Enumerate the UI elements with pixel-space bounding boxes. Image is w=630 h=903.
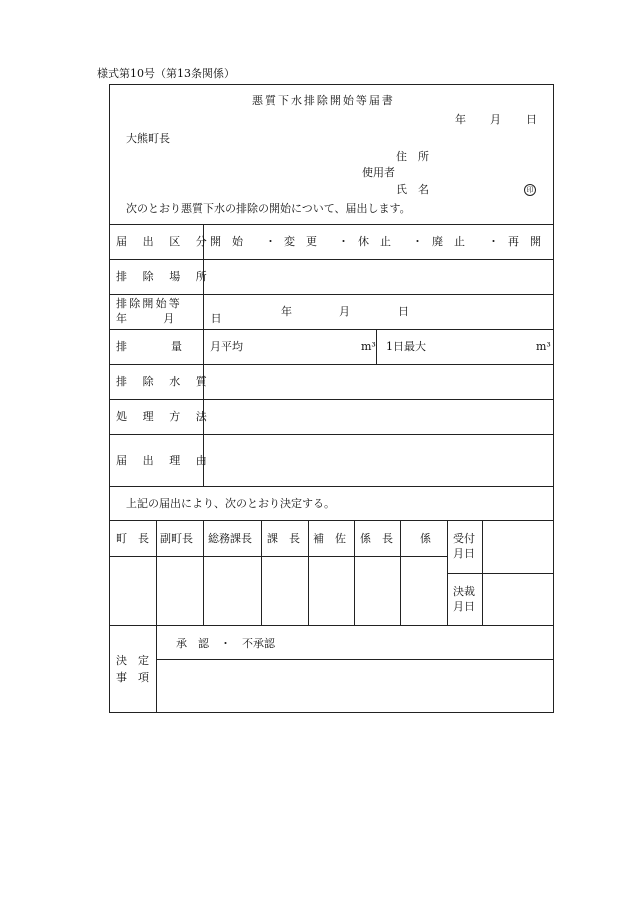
decision-label-line2: 事 項 — [116, 671, 149, 684]
grid-line — [203, 520, 204, 626]
approval-header-mayor: 町 長 — [116, 532, 149, 545]
address-label: 住 所 — [396, 150, 429, 163]
row-divider — [109, 520, 554, 521]
category-separator: ・ — [338, 235, 349, 248]
row-divider — [109, 294, 554, 295]
method-field[interactable] — [204, 400, 553, 434]
grid-line — [261, 520, 262, 626]
start-date-month: 月 — [339, 305, 350, 318]
grid-line — [482, 520, 483, 626]
form-number: 様式第10号（第13条関係） — [97, 67, 235, 80]
volume-divider — [376, 329, 377, 365]
category-option-abolish[interactable]: 廃 止 — [432, 235, 465, 248]
daily-unit: m³ — [536, 340, 551, 353]
row-divider — [109, 486, 554, 487]
category-option-change[interactable]: 変 更 — [284, 235, 317, 248]
category-separator: ・ — [488, 235, 499, 248]
grid-line — [447, 520, 448, 626]
monthly-average-label: 月平均 — [210, 340, 243, 353]
received-date-label-line1: 受付 — [453, 532, 475, 545]
approval-header-divider — [109, 556, 447, 557]
reason-field[interactable] — [204, 435, 553, 486]
start-date-year: 年 — [281, 305, 292, 318]
category-separator: ・ — [265, 235, 276, 248]
header-day-label: 日 — [526, 113, 537, 126]
decided-date-label-line2: 月日 — [453, 600, 475, 613]
statement: 次のとおり悪質下水の排除の開始について、届出します。 — [126, 202, 411, 215]
frame-bottom — [109, 712, 554, 713]
category-separator: ・ — [412, 235, 423, 248]
header-month-label: 月 — [490, 113, 501, 126]
approval-header-general-affairs-chief: 総務課長 — [208, 532, 252, 545]
approval-header-staff: 係 — [420, 532, 431, 545]
seal-icon: 印 — [524, 184, 536, 196]
name-label: 氏 名 — [396, 183, 429, 196]
received-date-label-line2: 月日 — [453, 547, 475, 560]
decision-notes-field[interactable] — [157, 660, 553, 712]
grid-line — [308, 520, 309, 626]
approval-header-assistant: 補 佐 — [313, 532, 346, 545]
approval-header-unit-chief: 係 長 — [360, 532, 393, 545]
approval-header-deputy-mayor: 副町長 — [160, 532, 193, 545]
row-divider — [109, 224, 554, 225]
location-label: 排 除 場 所 — [116, 270, 213, 283]
category-option-resume[interactable]: 再 開 — [508, 235, 541, 248]
category-option-start[interactable]: 開 始 — [210, 235, 243, 248]
location-field[interactable] — [204, 260, 553, 294]
category-option-suspend[interactable]: 休 止 — [358, 235, 391, 248]
reason-label: 届 出 理 由 — [116, 454, 213, 467]
daily-max-label: 1日最大 — [386, 340, 426, 353]
start-date-label-line2: 年 月 日 — [116, 312, 235, 325]
start-date-day: 日 — [398, 305, 409, 318]
approval-header-section-chief: 課 長 — [267, 532, 300, 545]
addressee: 大熊町長 — [126, 132, 170, 145]
decision-label-line1: 決 定 — [116, 654, 149, 667]
user-label: 使用者 — [362, 166, 395, 179]
decided-date-label-line1: 決裁 — [453, 585, 475, 598]
decision-options[interactable]: 承 認 ・ 不承認 — [176, 637, 275, 650]
decision-statement: 上記の届出により、次のとおり決定する。 — [126, 497, 335, 510]
start-date-label-line1: 排除開始等 — [116, 297, 182, 310]
category-label: 届 出 区 分 — [116, 235, 213, 248]
frame-top — [109, 84, 554, 85]
grid-line — [400, 520, 401, 626]
volume-label: 排 量 — [116, 340, 182, 353]
date-box-divider — [447, 573, 554, 574]
quality-field[interactable] — [204, 365, 553, 399]
row-divider — [109, 329, 554, 330]
row-divider — [109, 625, 554, 626]
grid-line — [156, 520, 157, 626]
form-title: 悪質下水排除開始等届書 — [252, 94, 395, 107]
quality-label: 排 除 水 質 — [116, 375, 213, 388]
header-year-label: 年 — [455, 113, 466, 126]
grid-line — [354, 520, 355, 626]
monthly-unit: m³ — [361, 340, 376, 353]
method-label: 処 理 方 法 — [116, 410, 213, 423]
